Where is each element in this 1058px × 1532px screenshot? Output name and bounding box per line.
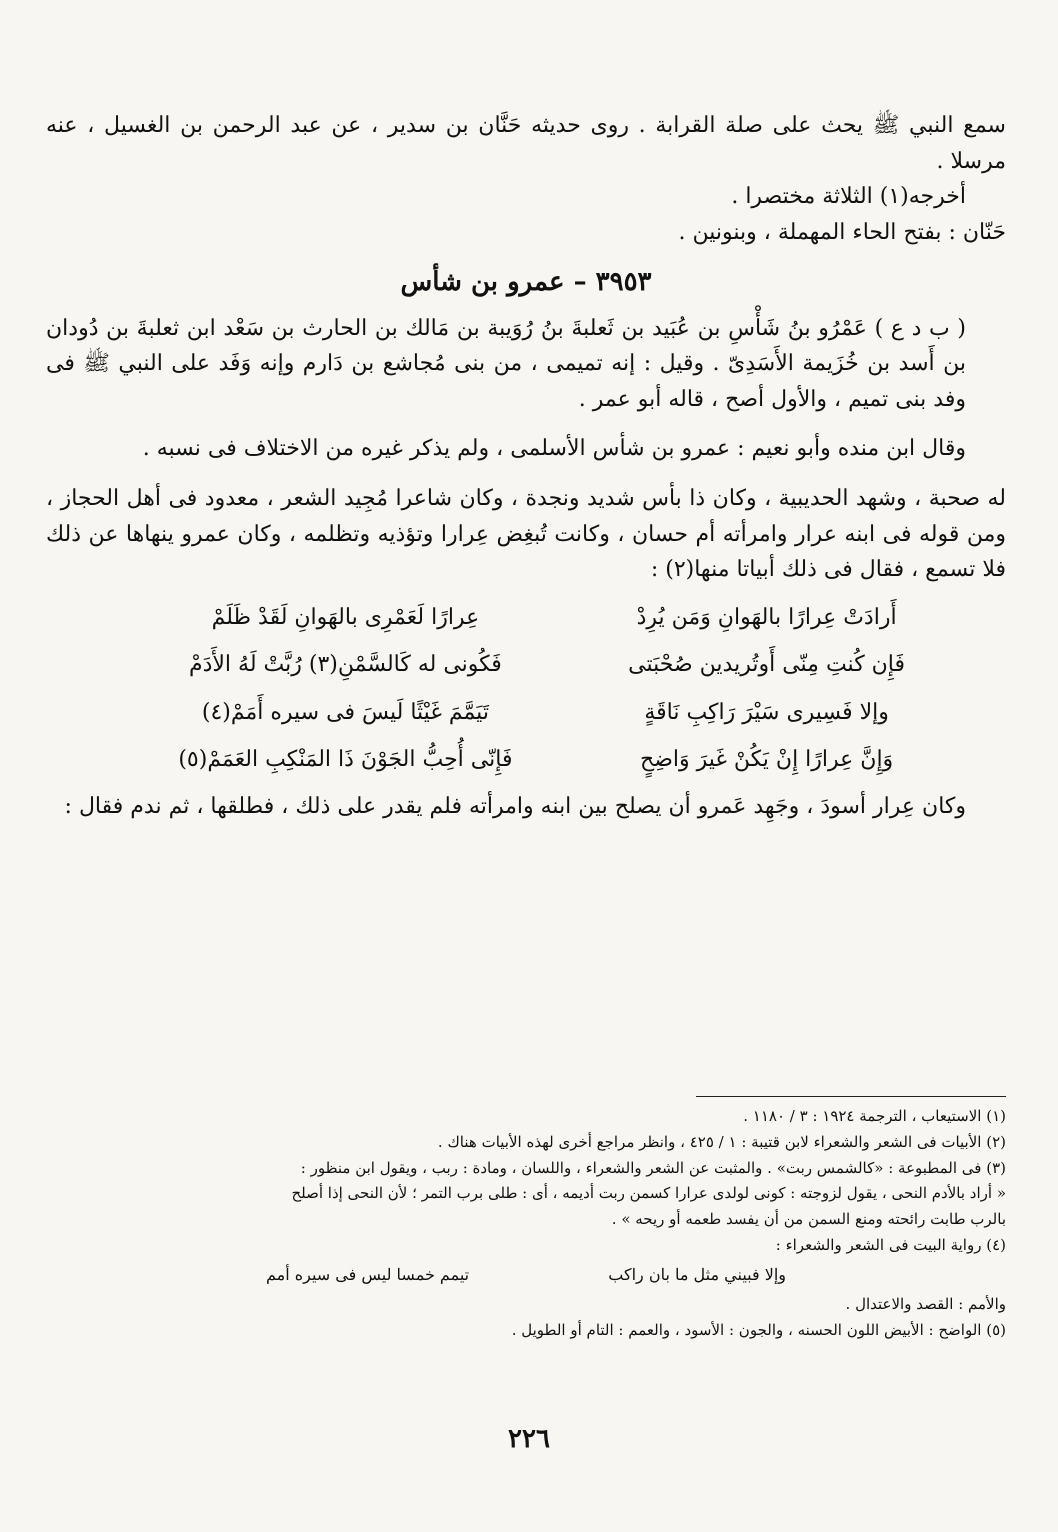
verse-second-hemistich: فَإِنّى أُحِبُّ الجَوْنَ ذَا المَنْكِبِ العَمَمْ(٥) (178, 746, 513, 772)
verse-first-hemistich: وإلا فَسِيرى سَيْرَ رَاكِبِ نَاقَةٍ (644, 699, 889, 725)
prev-entry-note: حَنّان : بفتح الحاء المهملة ، وبنونين . (678, 219, 1006, 245)
footnote-2: (٢) الأبيات فى الشعر والشعراء لابن قتيبة : ١ / ٤٢٥ ، وانظر مراجع أخرى لهذه الأبيات هناك . (437, 1132, 1006, 1151)
entry-paragraph-variants: وقال ابن منده وأبو نعيم : عمرو بن شأس الأسلمى ، ولم يذكر غيره من الاختلاف فى نسبه . (142, 436, 966, 462)
after-poem-paragraph: وكان عِرار أسودَ ، وجَهِد عَمرو أن يصلح بين ابنه وامرأته فلم يقدر على ذلك ، فطلقها ، ثم ندم فقال : (64, 794, 966, 820)
prev-entry-paragraph: سمع النبي ﷺ يحث على صلة القرابة . روى حديثه حَنَّان بن سدير ، عن عبد الرحمن بن الغسيل ، عنه مرسلا . (46, 113, 1006, 174)
entry-paragraph-bio: له صحبة ، وشهد الحديبية ، وكان ذا بأس شديد ونجدة ، وكان شاعرا مُجِيد الشعر ، معدود فى أهل الحجاز ، ومن قوله فى ابنه عرار وامرأته أم حسان ، وكانت تُبغِض عِرارا وتؤذيه وتظلمه ، وكان عمرو ينهاها عن ذلك فلا تسمع ، فقال فى ذلك أبياتا منها(٢) : (46, 486, 1006, 583)
footnote-4-gloss: والأمم : القصد والاعتدال . (845, 1295, 1006, 1314)
footnote-3-end: بالرب طابت رائحته ومنع السمن من أن يفسد طعمه أو ريحه » . (611, 1210, 1006, 1229)
verse-first-hemistich: فَإِن كُنتِ مِنّى أَوتُريدين صُحْبَتى (628, 652, 906, 678)
poem-verse (166, 594, 946, 641)
footnote-verse-first: وإلا فبيني مثل ما بان راكب (608, 1264, 786, 1284)
footnote-4-verse (266, 1261, 786, 1289)
main-text (46, 108, 1006, 825)
verse-first-hemistich: وَإِنَّ عِرارًا إِنْ يَكُنْ غَيرَ وَاضِحٍ (640, 746, 894, 772)
page-number: ٢٢٦ (508, 1424, 550, 1454)
footnotes (46, 1104, 1006, 1344)
prev-entry-takhrij: أخرجه(١) الثلاثة مختصرا . (731, 184, 966, 210)
footnote-4: (٤) رواية البيت فى الشعر والشعراء : (775, 1235, 1006, 1254)
footnote-3-continued: « أراد بالأدم النحى ، يقول لزوجته : كونى لولدى عرارا كسمن ربت أديمه ، أى : طلى برب التمر ؛ لأن النحى إذا أصلح (291, 1184, 1006, 1203)
footnote-verse-second: تيمم خمسا ليس فى سيره أمم (266, 1264, 470, 1284)
entry-paragraph-lineage: ( ب د ع ) عَمْرُو بنُ شَأْسِ بن عُبَيد بن ثَعلبةَ بنُ رُوَيبة بن مَالك بن الحارث بن سَعْد ابن ثعلبةَ بن دُودان بن أَسد بن خُزَيمة الأَسَدِىّ . وقيل : إنه تميمى ، من بنى مُجاشع بن دَارم وإنه وَفَد على النبي ﷺ فى وفد بنى تميم ، والأول أصح ، قاله أبو عمر . (46, 315, 966, 412)
footnote-3: (٣) فى المطبوعة : «كالشمس ربت» . والمثبت عن الشعر والشعراء ، واللسان ، ومادة : ربب ، ويقول ابن منظور : (300, 1158, 1006, 1177)
poem-verse (166, 641, 946, 688)
poem-verse (166, 689, 946, 736)
verse-second-hemistich: فَكُونى له كَالسَّمْنِ(٣) رُبَّتْ لَهُ الأَدَمْ (188, 652, 502, 678)
verse-second-hemistich: عِرارًا لَعَمْرِى بالهَوانِ لَقَدْ ظَلَمْ (211, 604, 480, 630)
poem-block (166, 594, 946, 783)
entry-heading: ٣٩٥٣ – عمرو بن شأس (400, 266, 652, 297)
footnote-divider (696, 1096, 1006, 1097)
verse-first-hemistich: أَرادَتْ عِرارًا بالهَوانِ وَمَن يُرِدْ (636, 604, 897, 630)
footnote-1: (١) الاستيعاب ، الترجمة ١٩٢٤ : ٣ / ١١٨٠ . (743, 1107, 1006, 1125)
poem-verse (166, 736, 946, 783)
verse-second-hemistich: تَيَمَّمَ غَيْثًا لَيسَ فى سيره أَمَمْ(٤) (201, 699, 489, 725)
footnote-5: (٥) الواضح : الأبيض اللون الحسنه ، والجون : الأسود ، والعمم : التام أو الطويل . (511, 1321, 1006, 1340)
